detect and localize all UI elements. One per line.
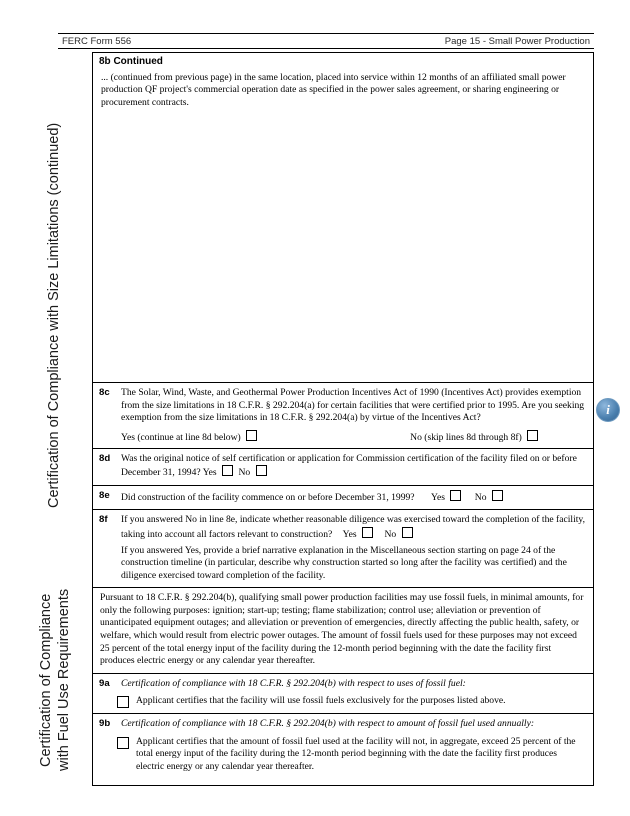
page-header xyxy=(58,33,594,49)
question-9a-checkbox[interactable] xyxy=(117,696,129,708)
question-9b xyxy=(93,714,593,785)
question-8b-title: 8b Continued xyxy=(99,56,163,67)
question-9a xyxy=(93,674,593,715)
question-9b-certification-text: Applicant certifies that the amount of fossil fuel used at the facility will not, in aggregate, exceed 25 percent of the total energy input of the facility during the 12-month period beginning with the date the facility first produces electric energy or any calendar year thereafter. xyxy=(136,735,576,772)
question-8c-number: 8c xyxy=(99,387,110,398)
question-8f-no-label: No xyxy=(384,528,397,540)
section-label-fuel-use-line1: Certification of Compliance xyxy=(38,593,54,767)
header-page-label: Page 15 - Small Power Production xyxy=(444,36,590,47)
question-9a-certification-text: Applicant certifies that the facility will use fossil fuels exclusively for the purposes listed above. xyxy=(136,695,506,707)
question-8e-yes-label: Yes xyxy=(430,491,445,503)
question-9b-text: Certification of compliance with 18 C.F.R. § 292.204(b) with respect to amount of fossil fuel used annually: xyxy=(121,718,535,730)
question-9a-text: Certification of compliance with 18 C.F.R. § 292.204(b) with respect to uses of fossil fuel: xyxy=(121,677,466,689)
question-8e xyxy=(93,486,593,511)
question-8e-number: 8e xyxy=(99,489,110,501)
question-8e-no-checkbox[interactable] xyxy=(492,490,503,501)
form-body xyxy=(92,52,594,786)
question-8c-option-no[interactable] xyxy=(410,430,541,443)
fuel-use-intro: Pursuant to 18 C.F.R. § 292.204(b), qualifying small power production facilities may use fossil fuels, in minimal amounts, for only the following purposes: ignition; start-up; testing; flame stabilization; control use; alleviation or prevention of unanticipated equipment outages; and alleviation or prevention of emergencies, directly affecting the public health, safety, or welfare, which would result from electric power outages. The amount of fossil fuels used for these purposes may not exceed 25 percent of the total energy input of the facility during the 12-month period beginning with the date the facility first produces electric energy or any calendar year thereafter. xyxy=(93,588,593,674)
question-8f-text: If you answered No in line 8e, indicate whether reasonable diligence was exercised toward the completion of the facility, taking into account all factors relevant to construction? xyxy=(121,514,585,540)
question-8d xyxy=(93,449,593,486)
question-8f-no-checkbox[interactable] xyxy=(402,527,413,538)
question-9a-certification[interactable] xyxy=(117,695,587,708)
question-9b-certification[interactable] xyxy=(117,736,587,774)
question-8d-yes-checkbox[interactable] xyxy=(222,465,233,476)
section-label-fuel-use xyxy=(40,575,70,785)
question-9b-number: 9b xyxy=(99,718,111,730)
question-8c-text: The Solar, Wind, Waste, and Geothermal Power Production Incentives Act of 1990 (Incentives Act) provides exemption from the size limitations in 18 C.F.R. § 292.204(a) for certain facilities that were certified prior to 1995. Are you seeking exemption from the size limitations in 18 C.F.R. § 292.204(a) by virtue of the Incentives Act? xyxy=(121,387,585,423)
question-8c-no-checkbox[interactable] xyxy=(527,430,538,441)
header-form-name: FERC Form 556 xyxy=(62,36,132,47)
question-8e-yes-checkbox[interactable] xyxy=(450,490,461,501)
question-8d-no-checkbox[interactable] xyxy=(256,465,267,476)
question-9a-number: 9a xyxy=(99,677,110,689)
question-8d-number: 8d xyxy=(99,452,111,464)
question-8c-no-label: No (skip lines 8d through 8f) xyxy=(410,431,522,443)
question-8d-text: Was the original notice of self certification or application for Commission certification of the facility filed on or before December 31, 1994? xyxy=(121,452,577,478)
question-8d-no-label: No xyxy=(238,467,251,478)
section-label-size-limitations: Certification of Compliance with Size Limitations (continued) xyxy=(46,122,62,508)
question-8c-option-yes[interactable] xyxy=(121,430,260,443)
question-8e-no-label: No xyxy=(474,491,487,503)
question-8f-note: If you answered Yes, provide a brief narrative explanation in the Miscellaneous section starting on page 24 of the construction timeline (in particular, describe why construction started so long after the facility was certified) and the diligence exercised toward completion of the facility. xyxy=(121,545,567,581)
question-8b-continued xyxy=(93,53,593,383)
question-8f-yes-label: Yes xyxy=(342,528,357,540)
section-label-fuel-use-line2: with Fuel Use Requirements xyxy=(56,588,72,772)
question-8e-text: Did construction of the facility commence on or before December 31, 1999? xyxy=(121,491,415,503)
question-8f xyxy=(93,510,593,588)
question-8c-yes-label: Yes (continue at line 8d below) xyxy=(121,431,241,443)
question-8c-yes-checkbox[interactable] xyxy=(246,430,257,441)
question-8f-number: 8f xyxy=(99,514,108,525)
question-8d-yes-label: Yes xyxy=(202,467,217,478)
question-8f-yes-checkbox[interactable] xyxy=(362,527,373,538)
info-icon[interactable]: i xyxy=(596,398,620,422)
question-9b-checkbox[interactable] xyxy=(117,737,129,749)
question-8c xyxy=(93,383,593,449)
question-8b-text: ... (continued from previous page) in the same location, placed into service within 12 months of an affiliated small power production QF project's commercial operation date as specified in the power sales agreement, or sharing engineering or procurement contracts. xyxy=(101,72,566,108)
